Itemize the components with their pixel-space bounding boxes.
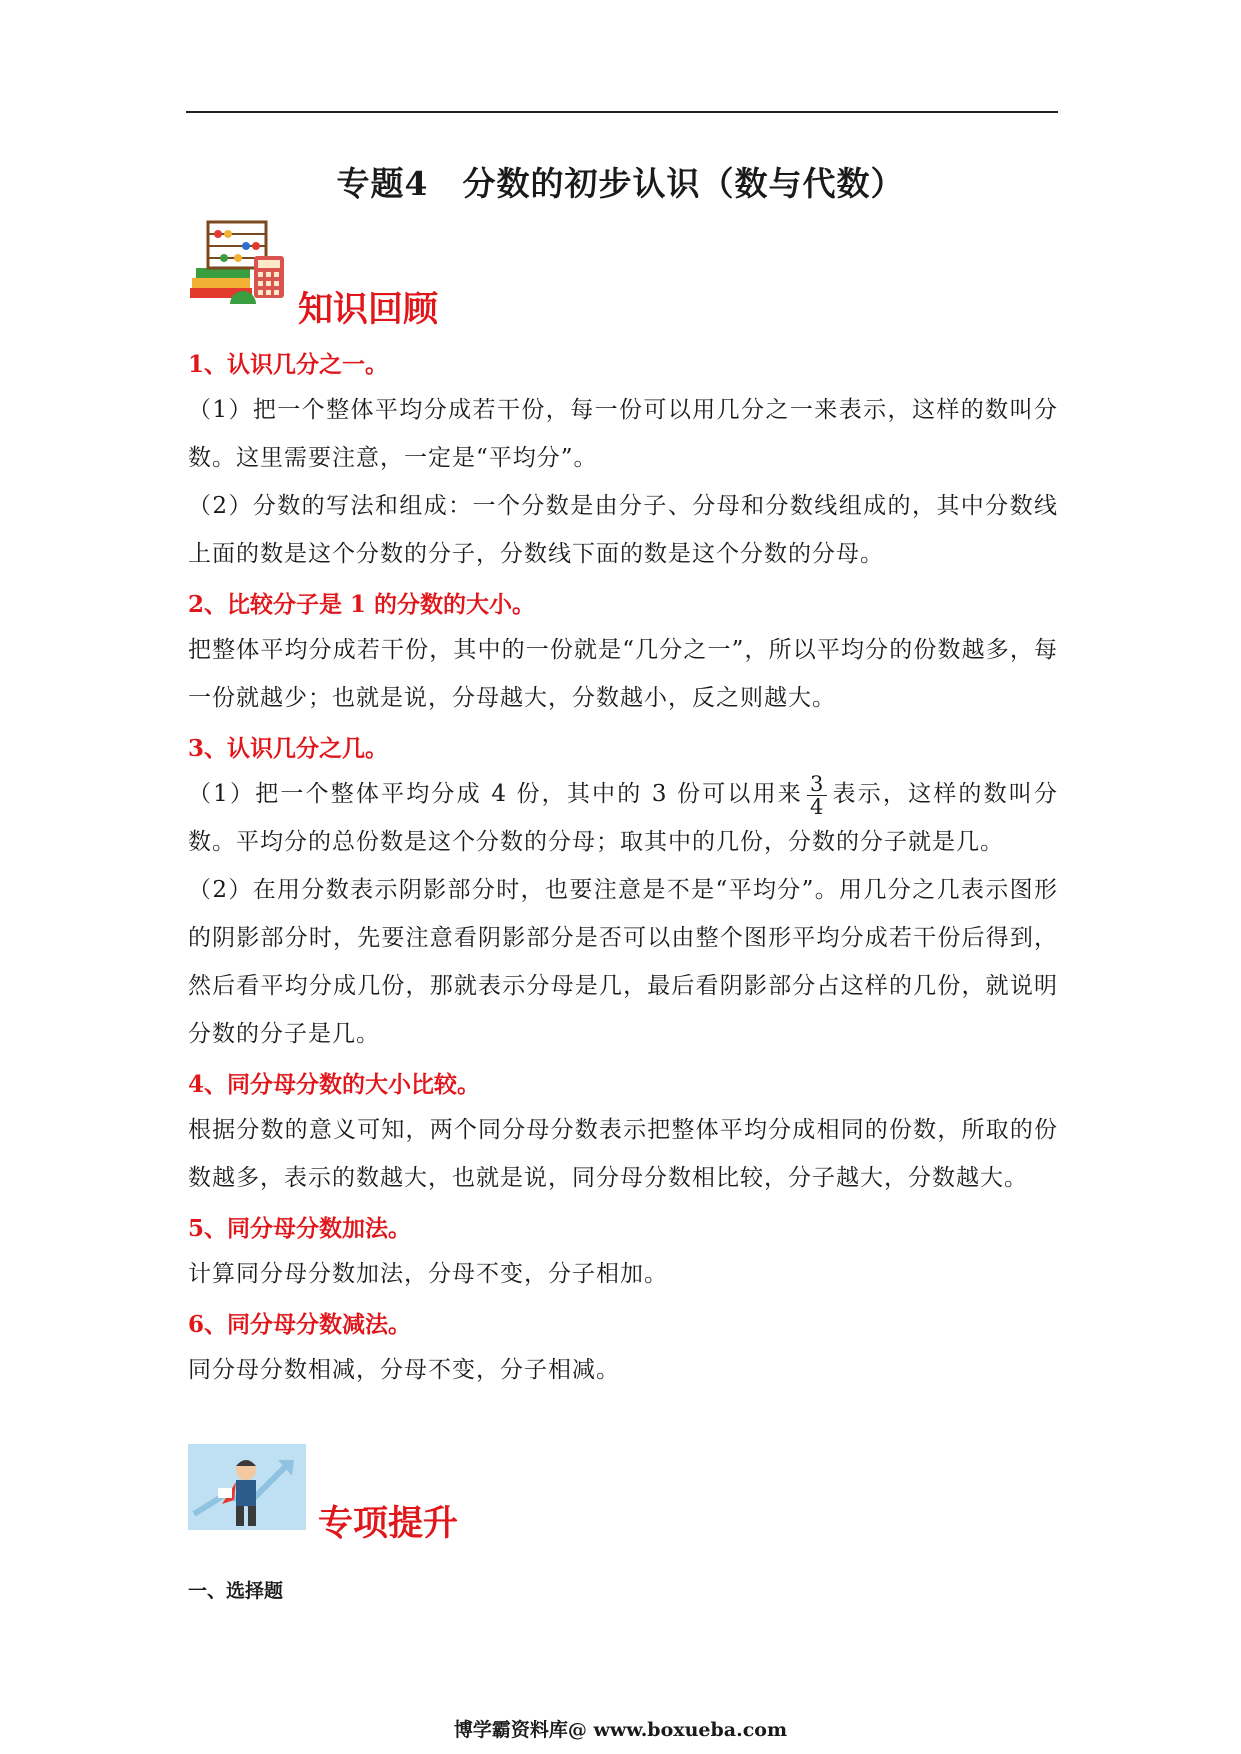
item-heading: 2、比较分子是 1 的分数的大小。 (188, 591, 536, 618)
paragraph: 同分母分数相减，分母不变，分子相减。 (188, 1357, 620, 1383)
knowledge-content (188, 350, 1058, 1394)
paragraph: 根据分数的意义可知，两个同分母分数表示把整体平均分成相同的份数，所取的份数越多，表示的数越大，也就是说，同分母分数相比较，分子越大，分数越大。 (188, 1117, 1058, 1191)
footer-watermark: 博学霸资料库@ www.boxueba.com (453, 1719, 788, 1741)
paragraph-text: 表示，这样的数叫分数。平均分的总份数是这个分数的分母；取其中的几份，分数的分子就是几。 (188, 781, 1058, 855)
paragraph: （1）把一个整体平均分成若干份，每一份可以用几分之一来表示，这样的数叫分数。这里需要注意，一定是“平均分”。 (188, 397, 1058, 471)
paragraph: 把整体平均分成若干份，其中的一份就是“几分之一”，所以平均分的份数越多，每一份就越少；也就是说，分母越大，分数越小，反之则越大。 (188, 637, 1058, 711)
choice-section-heading: 一、选择题 (188, 1580, 284, 1602)
page-title: 专题4 分数的初步认识（数与代数） (336, 164, 905, 203)
fraction (807, 773, 827, 818)
abacus-books-icon (186, 212, 290, 308)
header-rule (186, 111, 1058, 113)
growth-person-icon (188, 1444, 306, 1530)
fraction-denominator: 4 (809, 794, 825, 819)
item-heading: 4、同分母分数的大小比较。 (188, 1071, 481, 1098)
paragraph: 计算同分母分数加法，分母不变，分子相加。 (188, 1261, 668, 1287)
paragraph: （2）分数的写法和组成：一个分数是由分子、分母和分数线组成的，其中分数线上面的数是这个分数的分子，分数线下面的数是这个分数的分母。 (188, 493, 1058, 567)
fraction-numerator: 3 (807, 773, 827, 796)
paragraph-text: （1）把一个整体平均分成 4 份，其中的 3 份可以用来 (188, 781, 803, 807)
paragraph: （2）在用分数表示阴影部分时，也要注意是不是“平均分”。用几分之几表示图形的阴影部分时，先要注意看阴影部分是否可以由整个图形平均分成若干份后得到，然后看平均分成几份，那就表示分母是几，最后看阴影部分占这样的几份，就说明分数的分子是几。 (188, 877, 1058, 1047)
paragraph-with-fraction (188, 770, 1058, 866)
section-title-practice: 专项提升 (318, 1503, 459, 1544)
item-heading: 3、认识几分之几。 (188, 735, 389, 762)
section-title-review: 知识回顾 (298, 289, 439, 330)
item-heading: 5、同分母分数加法。 (188, 1215, 412, 1242)
item-heading: 1、认识几分之一。 (188, 351, 389, 378)
item-heading: 6、同分母分数减法。 (188, 1311, 412, 1338)
